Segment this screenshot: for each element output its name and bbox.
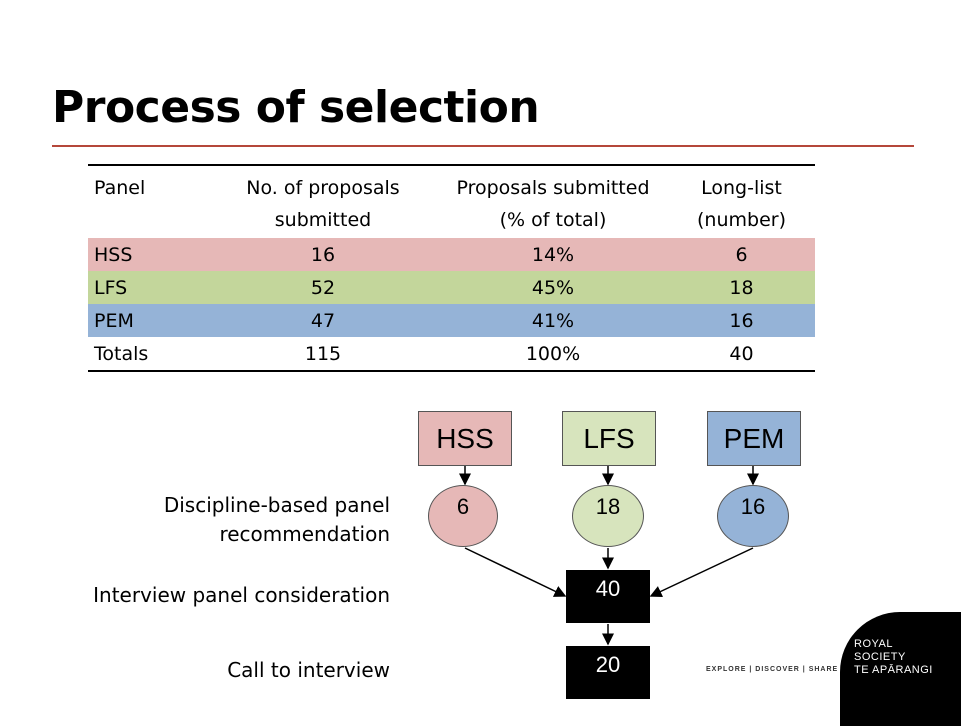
lfs-panel-box: LFS	[562, 411, 656, 466]
pem-panel-box: PEM	[707, 411, 801, 466]
cell-submitted: 52	[310, 276, 336, 299]
header-submitted: No. of proposals submitted	[246, 177, 400, 231]
arrow-pem-to-interview	[651, 548, 753, 596]
stage-label-call: Call to interview	[227, 658, 390, 682]
cell-longlist: 6	[735, 243, 748, 266]
arrow-hss-to-interview	[465, 548, 565, 596]
cell-percent: 14%	[531, 243, 575, 266]
cell-submitted: 115	[304, 342, 342, 365]
hss-panel-box: HSS	[418, 411, 512, 466]
stage-label-recommendation: Discipline-based panel recommendation	[163, 493, 390, 546]
header-percent: Proposals submitted (% of total)	[456, 177, 650, 231]
logo-line: ROYAL	[854, 638, 893, 650]
page-title: Process of selection	[52, 82, 540, 133]
pem-recommendation-circle: 16	[717, 485, 789, 547]
lfs-recommendation-circle: 18	[572, 485, 644, 547]
header-panel: Panel	[94, 177, 146, 199]
cell-longlist: 40	[729, 342, 754, 365]
hss-recommendation-circle: 6	[428, 485, 498, 547]
cell-longlist: 18	[729, 276, 754, 299]
cell-panel: HSS	[94, 243, 133, 266]
cell-percent: 45%	[531, 276, 575, 299]
royal-society-logo	[840, 612, 961, 726]
cell-submitted: 47	[310, 309, 336, 332]
cell-longlist: 16	[729, 309, 754, 332]
logo-wordmark	[854, 638, 933, 677]
interview-count-box: 40	[566, 570, 650, 623]
logo-line: SOCIETY	[854, 651, 906, 663]
cell-submitted: 16	[310, 243, 336, 266]
logo-line: TE APĀRANGI	[854, 664, 933, 676]
cell-panel: PEM	[94, 309, 134, 332]
stage-label-interview: Interview panel consideration	[93, 583, 390, 607]
cell-panel: Totals	[94, 342, 149, 365]
header-longlist: Long-list (number)	[697, 177, 786, 231]
cell-percent: 41%	[531, 309, 575, 332]
society-tagline: EXPLORE | DISCOVER | SHARE	[706, 666, 839, 673]
call-count-box: 20	[566, 646, 650, 699]
cell-panel: LFS	[94, 276, 128, 299]
cell-percent: 100%	[525, 342, 581, 365]
